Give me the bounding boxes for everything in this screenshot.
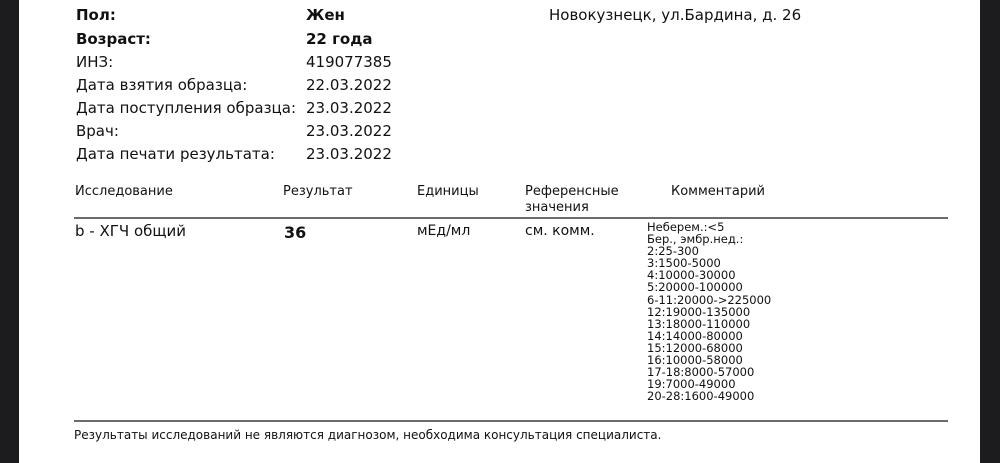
comment-line: 4:10000-30000: [647, 268, 736, 283]
sample-date-label: Дата взятия образца:: [76, 76, 248, 94]
inz-label: ИНЗ:: [76, 53, 114, 71]
table-footer-divider: [74, 420, 948, 422]
doctor-label: Врач:: [76, 122, 119, 140]
comment-line: 12:19000-135000: [647, 304, 751, 319]
comment-line: 6-11:20000->225000: [647, 292, 772, 307]
comment-line: 14:14000-80000: [647, 328, 743, 343]
comment-line: 13:18000-110000: [647, 316, 751, 331]
sample-date-value: 22.03.2022: [306, 76, 392, 94]
age-label: Возраст:: [76, 30, 151, 48]
column-header-units: Единицы: [417, 184, 479, 199]
result-value: 36: [284, 223, 307, 242]
column-header-reference-line2: значения: [525, 200, 589, 215]
comment-line: Бер., эмбр.нед.:: [647, 232, 744, 247]
comment-line: 5:20000-100000: [647, 280, 743, 295]
column-header-study: Исследование: [75, 184, 173, 199]
comment-line: 2:25-300: [647, 244, 699, 259]
comment-line: 3:1500-5000: [647, 256, 721, 271]
print-date-value: 23.03.2022: [306, 145, 392, 163]
comment-line: 16:10000-58000: [647, 353, 743, 368]
receipt-date-value: 23.03.2022: [306, 99, 392, 117]
lab-address: Новокузнецк, ул.Бардина, д. 26: [549, 6, 802, 24]
comment-line: 20-28:1600-49000: [647, 389, 755, 404]
column-header-result: Результат: [283, 184, 353, 199]
comment-line: 17-18:8000-57000: [647, 365, 755, 380]
study-name: b - ХГЧ общий: [75, 222, 186, 240]
lab-report-page: [19, 0, 980, 463]
doctor-value: 23.03.2022: [306, 122, 392, 140]
sex-value: Жен: [306, 6, 345, 24]
column-header-reference-line1: Референсные: [525, 184, 619, 199]
comment-line: Неберем.:<5: [647, 220, 725, 234]
units-value: мЕд/мл: [417, 223, 471, 239]
sex-label: Пол:: [76, 6, 116, 24]
disclaimer-text: Результаты исследований не являются диагнозом, необходима консультация специалиста.: [74, 428, 662, 442]
reference-value: см. комм.: [525, 223, 595, 239]
comment-line: 15:12000-68000: [647, 340, 743, 355]
age-value: 22 года: [306, 30, 373, 48]
print-date-label: Дата печати результата:: [76, 145, 275, 163]
column-header-comment: Комментарий: [671, 184, 765, 199]
column-header-reference: [525, 184, 619, 216]
comment-line: 19:7000-49000: [647, 377, 736, 392]
receipt-date-label: Дата поступления образца:: [76, 99, 296, 117]
inz-value: 419077385: [306, 53, 392, 71]
comment-reference-ranges: [647, 221, 771, 402]
table-header-divider: [74, 217, 948, 219]
